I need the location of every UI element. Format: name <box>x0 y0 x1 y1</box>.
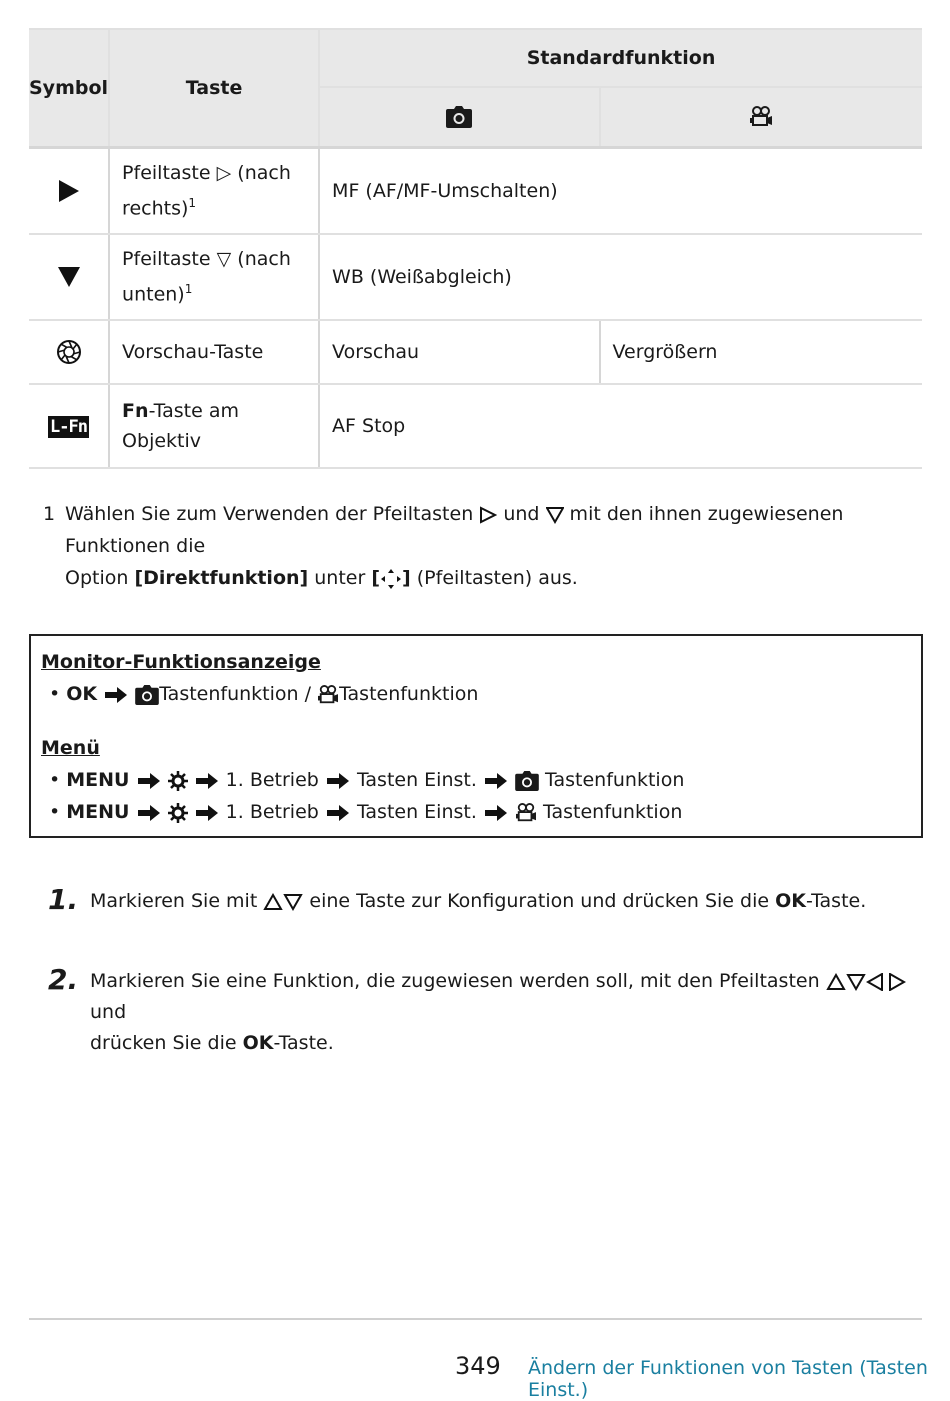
camera-icon <box>135 685 159 705</box>
menu-text: Tastenfunktion / <box>159 683 318 705</box>
table-row <box>29 384 922 468</box>
arrow-down-outline-icon <box>283 893 303 911</box>
bracket: ] <box>402 567 411 589</box>
arrow-right-icon <box>103 686 129 704</box>
header-symbol: Symbol <box>29 29 109 148</box>
movie-camera-icon <box>317 685 339 705</box>
key-label: Pfeiltaste <box>122 248 217 271</box>
gear-icon <box>168 771 188 791</box>
footnote-number: 1 <box>43 503 56 525</box>
arrow-up-outline-icon <box>826 973 846 991</box>
key-label: Pfeiltaste <box>122 162 217 185</box>
arrow-right-outline-icon <box>886 973 906 991</box>
bracket: [ <box>371 567 381 589</box>
header-default-function: Standardfunktion <box>319 29 922 87</box>
movie-function: Vergrößern <box>600 320 922 384</box>
arrow-right-outline-icon: ▷ <box>216 162 232 185</box>
header-movie <box>600 87 922 148</box>
photo-function: Vorschau <box>319 320 599 384</box>
step-text: und <box>90 1001 127 1023</box>
footnote-text: mit den ihnen zugewiesenen Funktionen die <box>65 503 844 557</box>
footnote-text: Wählen Sie zum Verwenden der Pfeiltasten <box>65 503 480 525</box>
arrow-right-icon <box>325 772 351 790</box>
step-text: Markieren Sie eine Funktion, die zugewiesen werden soll, mit den Pfeiltasten <box>90 970 826 992</box>
menu-text: Tasten Einst. <box>356 801 477 823</box>
triangle-right-icon <box>58 179 80 203</box>
step-1 <box>48 883 918 917</box>
step-number: 1. <box>48 883 79 916</box>
menu-text: 1. Betrieb <box>225 769 319 791</box>
arrow-right-icon <box>136 804 162 822</box>
page-title-link[interactable]: Ändern der Funktionen von Tasten (Tasten Einst.) <box>528 1357 928 1401</box>
key-label-line2: rechts) <box>122 197 189 220</box>
footnote-text: (Pfeiltasten) aus. <box>410 567 578 589</box>
key-label-cont: (nach <box>231 162 291 185</box>
key-label: -Taste am <box>148 400 240 422</box>
ok-label: OK <box>242 1032 274 1054</box>
menu-text: Tastenfunktion <box>543 801 683 823</box>
footnote-option: [Direktfunktion] <box>134 567 309 589</box>
arrow-up-outline-icon <box>263 893 283 911</box>
gear-icon <box>168 803 188 823</box>
arrow-right-icon <box>136 772 162 790</box>
movie-camera-icon <box>515 803 537 823</box>
arrow-right-icon <box>325 804 351 822</box>
footnote-ref: 1 <box>188 196 197 211</box>
key-label-line2: unten) <box>122 283 185 306</box>
menu-text: Tasten Einst. <box>356 769 477 791</box>
arrow-right-icon <box>483 804 509 822</box>
direction-pad-icon <box>380 568 402 590</box>
triangle-down-icon <box>57 266 81 288</box>
arrow-down-outline-icon: ▽ <box>216 248 232 271</box>
footnote-text: Option <box>65 567 135 589</box>
photo-function: MF (AF/MF-Umschalten) <box>319 148 922 235</box>
footnote <box>43 498 923 594</box>
menu-label: MENU <box>66 801 130 823</box>
lfn-icon: L-Fn <box>50 416 87 437</box>
footnote-text: und <box>497 503 546 525</box>
menu-path-movie: • MENU 1. Betrieb Tasten Einst. Tastenfunktion <box>49 801 683 823</box>
step-text: -Taste. <box>273 1032 334 1054</box>
header-key: Taste <box>109 29 319 148</box>
key-label: Vorschau-Taste <box>109 320 319 384</box>
function-table <box>29 28 922 469</box>
camera-icon <box>515 771 539 791</box>
menu-path-photo: • MENU 1. Betrieb Tasten Einst. Tastenfunktion <box>49 769 685 791</box>
navigation-box <box>29 634 923 838</box>
menu-text: Tastenfunktion <box>545 769 685 791</box>
monitor-heading: Monitor-Funktionsanzeige <box>41 651 321 673</box>
page-number: 349 <box>455 1352 501 1380</box>
monitor-path: • OK Tastenfunktion / Tastenfunktion <box>49 683 479 705</box>
menu-heading: Menü <box>41 737 100 759</box>
ok-label: OK <box>66 683 98 705</box>
aperture-icon <box>56 339 82 365</box>
key-label-bold: Fn <box>122 400 149 422</box>
table-row <box>29 320 922 384</box>
step-number: 2. <box>48 963 79 996</box>
menu-label: MENU <box>66 769 130 791</box>
step-text: Markieren Sie mit <box>90 890 264 912</box>
key-label-cont: (nach <box>231 248 291 271</box>
arrow-down-outline-icon <box>546 506 564 524</box>
arrow-right-icon <box>194 804 220 822</box>
arrow-right-icon <box>483 772 509 790</box>
step-text: -Taste. <box>805 890 867 912</box>
ok-label: OK <box>775 890 806 912</box>
header-photo <box>319 87 599 148</box>
footnote-ref: 1 <box>184 282 193 297</box>
camera-icon <box>446 106 472 128</box>
movie-camera-icon <box>749 106 773 128</box>
arrow-down-outline-icon <box>846 973 866 991</box>
arrow-right-icon <box>194 772 220 790</box>
table-row <box>29 148 922 235</box>
photo-function: WB (Weißabgleich) <box>319 234 922 320</box>
footnote-text: unter <box>308 567 372 589</box>
menu-text: 1. Betrieb <box>225 801 319 823</box>
footer-divider <box>29 1318 922 1320</box>
key-label-line2: Objektiv <box>122 430 202 452</box>
step-2 <box>48 963 918 1059</box>
menu-text: Tastenfunktion <box>339 683 479 705</box>
step-text: eine Taste zur Konfiguration und drücken Sie die <box>303 890 776 912</box>
table-row <box>29 234 922 320</box>
photo-function: AF Stop <box>319 384 922 468</box>
step-text: drücken Sie die <box>90 1032 243 1054</box>
arrow-right-outline-icon <box>479 506 497 524</box>
arrow-left-outline-icon <box>866 973 886 991</box>
